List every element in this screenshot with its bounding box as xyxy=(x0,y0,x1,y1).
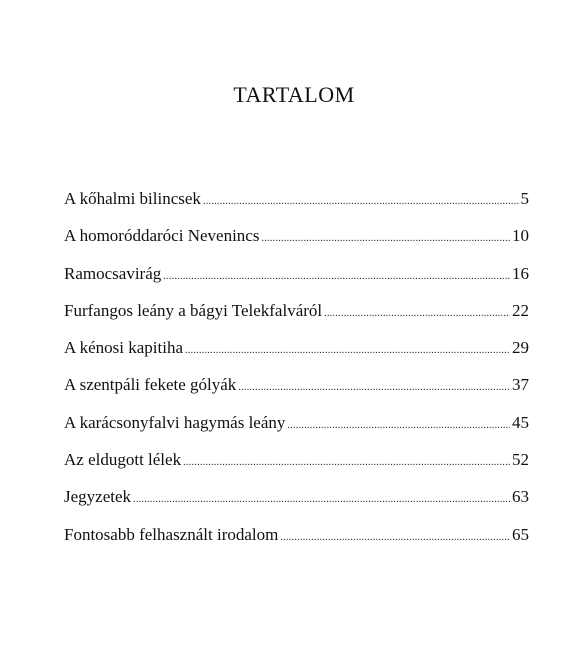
toc-entry xyxy=(64,226,529,263)
toc-entry-page: 16 xyxy=(512,263,529,283)
toc-dot-leader xyxy=(203,196,519,207)
toc-entry-page: 65 xyxy=(512,524,529,544)
toc-dot-leader xyxy=(238,382,510,393)
toc-entry-page: 10 xyxy=(512,226,529,246)
toc-entry-title: Az eldugott lélek xyxy=(64,450,182,470)
toc-entry-title: A kőhalmi bilincsek xyxy=(64,189,201,208)
toc-entry-page: 22 xyxy=(512,300,529,320)
toc-entry-page: 29 xyxy=(512,338,529,358)
toc-entry-page: 5 xyxy=(520,189,529,208)
toc-entry xyxy=(64,487,529,524)
toc-entry xyxy=(64,525,529,562)
toc-dot-leader xyxy=(324,308,510,319)
toc-dot-leader xyxy=(287,420,510,431)
toc-entry xyxy=(64,375,529,412)
toc-entry xyxy=(64,264,529,301)
toc-entry-title: Jegyzetek xyxy=(64,487,132,507)
toc-entry-title: Furfangos leány a bágyi Telekfalváról xyxy=(64,300,323,320)
toc-entry-title: Ramocsavirág xyxy=(64,263,162,283)
toc-entry-page: 45 xyxy=(512,412,529,432)
table-of-contents xyxy=(64,189,529,562)
toc-dot-leader xyxy=(261,233,510,244)
toc-entry-title: A kénosi kapitiha xyxy=(64,338,183,358)
toc-entry-title: A karácsonyfalvi hagymás leány xyxy=(64,412,286,432)
toc-dot-leader xyxy=(133,494,510,505)
toc-dot-leader xyxy=(163,271,510,282)
toc-entry-title: A szentpáli fekete gólyák xyxy=(64,375,237,395)
toc-entry xyxy=(64,338,529,375)
page-title: TARTALOM xyxy=(233,82,355,107)
toc-dot-leader xyxy=(183,457,510,468)
toc-dot-leader xyxy=(185,345,510,356)
toc-entry xyxy=(64,301,529,338)
toc-entry xyxy=(64,450,529,487)
toc-entry-title: Fontosabb felhasznált irodalom xyxy=(64,524,279,544)
toc-dot-leader xyxy=(280,532,510,543)
toc-entry-page: 63 xyxy=(512,487,529,507)
toc-entry xyxy=(64,413,529,450)
toc-entry-page: 52 xyxy=(512,450,529,470)
toc-entry xyxy=(64,189,529,226)
toc-entry-page: 37 xyxy=(512,375,529,395)
toc-entry-title: A homoróddaróci Nevenincs xyxy=(64,226,260,246)
